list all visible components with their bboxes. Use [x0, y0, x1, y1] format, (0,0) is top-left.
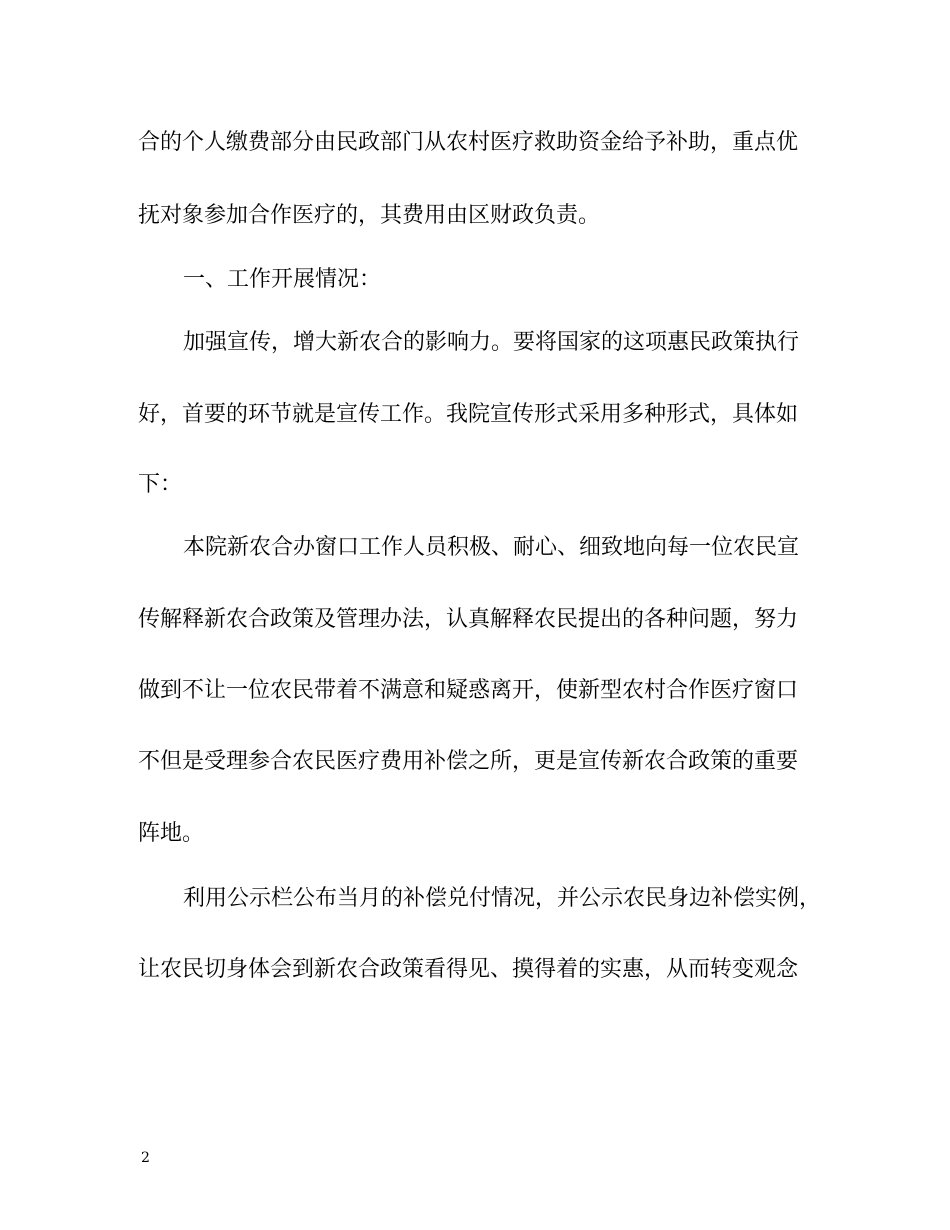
paragraph-line: 下： [138, 472, 183, 497]
paragraph-line: 让农民切身体会到新农合政策看得见、摸得着的实惠，从而转变观念 [138, 957, 799, 982]
paragraph-line: 好，首要的环节就是宣传工作。我院宣传形式采用多种形式，具体如 [138, 402, 799, 427]
paragraph-line: 合的个人缴费部分由民政部门从农村医疗救助资金给予补助，重点优 [138, 130, 799, 155]
paragraph-line: 传解释新农合政策及管理办法，认真解释农民提出的各种问题，努力 [138, 607, 799, 632]
page-number: 2 [141, 1150, 150, 1166]
section-heading: 一、工作开展情况： [183, 267, 382, 292]
paragraph-line: 阵地。 [138, 821, 205, 846]
paragraph-line: 抚对象参加合作医疗的，其费用由区财政负责。 [138, 203, 601, 228]
paragraph-line: 加强宣传，增大新农合的影响力。要将国家的这项惠民政策执行 [183, 330, 800, 355]
paragraph-line: 不但是受理参合农民医疗费用补偿之所，更是宣传新农合政策的重要 [138, 749, 799, 774]
paragraph-line: 本院新农合办窗口工作人员积极、耐心、细致地向每一位农民宣 [183, 535, 800, 560]
paragraph-line: 做到不让一位农民带着不满意和疑惑离开，使新型农村合作医疗窗口 [138, 678, 799, 703]
paragraph-line: 利用公示栏公布当月的补偿兑付情况，并公示农民身边补偿实例， [183, 886, 822, 911]
